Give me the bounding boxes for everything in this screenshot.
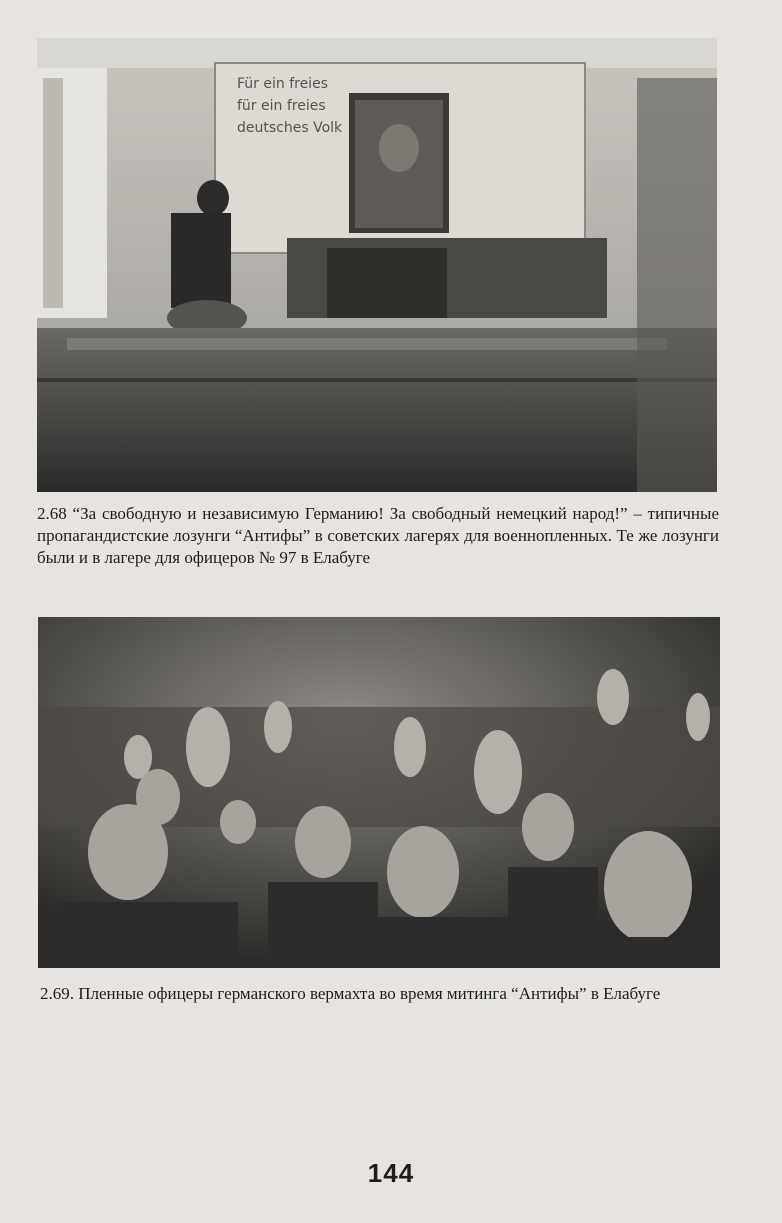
photo-officers-voting <box>38 617 720 968</box>
page-number: 144 <box>367 1158 415 1188</box>
figure-caption-2-68: 2.68 “За свободную и независимую Германию! За свободный немецкий народ!” – типичные пропагандистские лозунги “Антифы” в советских лагерях для военнопленных. Те же лозунги были и в лагере для офицеров № 97 в Елабуге <box>37 504 719 567</box>
photo-stage-image <box>37 38 717 492</box>
figure-caption-2-69: 2.69. Пленные офицеры германского вермахта во время митинга “Антифы” в Елабуге <box>40 984 661 1003</box>
photo-officers-image <box>38 617 720 968</box>
banner-text-line: deutsches Volk <box>237 120 343 136</box>
banner-text-line: für ein freies <box>237 98 326 114</box>
photo-stage-meeting <box>37 38 717 492</box>
banner-text-line: Für ein freies <box>237 76 328 92</box>
